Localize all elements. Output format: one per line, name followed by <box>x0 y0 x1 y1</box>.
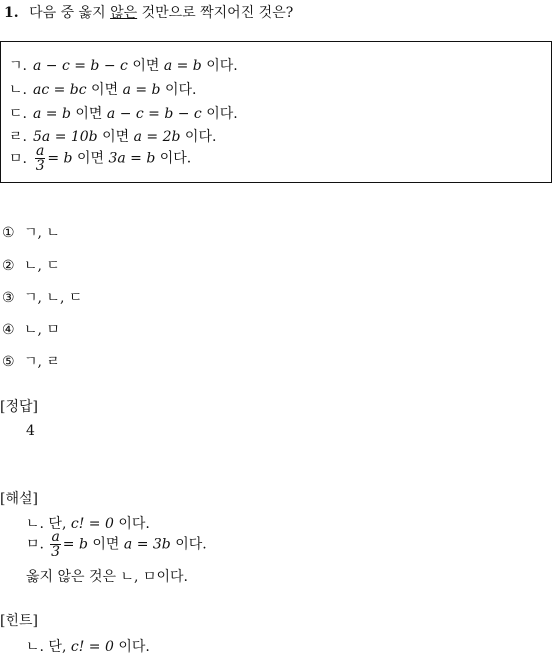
statement-math: = b <box>47 150 73 167</box>
question-number: 1. <box>4 5 19 21</box>
choice-4[interactable] <box>2 319 60 339</box>
statement-1 <box>9 55 238 75</box>
question-line <box>4 2 293 22</box>
hint-heading: [힌트] <box>0 613 38 629</box>
statement-math: 3a = b <box>108 150 156 167</box>
fraction-numerator: a <box>51 529 60 545</box>
hint-text: 단, <box>43 639 71 655</box>
hint-math: c! = 0 <box>70 639 114 655</box>
statement-text: 이다. <box>160 82 197 98</box>
explanation-heading: [해설] <box>0 491 38 507</box>
statement-math: ac = bc <box>32 82 87 98</box>
statement-math: a = b <box>122 82 161 98</box>
choice-text: ㄴ, ㅁ <box>24 322 60 338</box>
statement-text: 이다. <box>180 129 217 145</box>
statement-text: 이면 <box>72 150 109 167</box>
choice-text: ㄴ, ㄷ <box>24 258 60 274</box>
statement-box <box>0 41 552 183</box>
question-text-before: 다음 중 옳지 <box>29 5 111 21</box>
statement-text: 이다. <box>155 150 192 167</box>
statement-label: ㄴ. <box>9 82 27 98</box>
choice-mark: ① <box>2 225 15 241</box>
statement-3 <box>9 103 238 123</box>
fraction-denominator: 3 <box>35 158 45 174</box>
statement-math: a − c = b − c <box>32 58 128 74</box>
fraction <box>50 530 60 559</box>
statement-text: 이면 <box>86 82 123 98</box>
explanation-line-3: 옳지 않은 것은 ㄴ, ㅁ이다. <box>26 569 188 585</box>
statement-math: a = b <box>32 106 71 122</box>
explanation-text: 이다. <box>113 516 150 532</box>
hint-line-1 <box>26 636 150 656</box>
fraction-denominator: 3 <box>51 544 61 560</box>
statement-label: ㄱ. <box>9 58 27 74</box>
explanation-text: 이면 <box>87 536 124 553</box>
statement-label: ㄹ. <box>9 129 27 145</box>
choice-mark: ② <box>2 258 15 274</box>
explanation-label: ㄴ. <box>26 516 44 532</box>
choice-mark: ③ <box>2 290 15 306</box>
choice-5[interactable] <box>2 351 60 371</box>
choice-text: ㄱ, ㄴ, ㄷ <box>24 290 83 306</box>
choice-2[interactable] <box>2 255 60 275</box>
statement-text: 이다. <box>201 58 238 74</box>
choice-1[interactable] <box>2 222 60 242</box>
statement-text: 이면 <box>97 129 134 145</box>
explanation-math: = b <box>62 536 88 553</box>
explanation-label: ㅁ. <box>26 536 44 553</box>
question-underlined-word: 않은 <box>110 5 138 21</box>
explanation-math: a = 3b <box>123 536 171 553</box>
statement-text: 이면 <box>70 106 107 122</box>
explanation-text: 이다. <box>170 536 207 553</box>
explanation-text: 단, <box>43 516 71 532</box>
choice-text: ㄱ, ㄹ <box>24 354 60 370</box>
explanation-line-2 <box>26 530 207 559</box>
statement-math: a = b <box>163 58 202 74</box>
answer-heading: [정답] <box>0 399 38 415</box>
choice-mark: ⑤ <box>2 354 15 370</box>
answer-value: 4 <box>26 423 35 439</box>
fraction-numerator: a <box>35 143 45 159</box>
statement-math: a − c = b − c <box>106 106 202 122</box>
statement-label: ㅁ. <box>9 150 27 167</box>
choice-3[interactable] <box>2 287 82 307</box>
statement-text: 이다. <box>201 106 238 122</box>
question-text-after: 것만으로 짝지어진 것은? <box>137 5 294 21</box>
statement-2 <box>9 79 196 99</box>
statement-math: 5a = 10b <box>32 129 98 145</box>
choice-mark: ④ <box>2 322 15 338</box>
statement-label: ㄷ. <box>9 106 27 122</box>
fraction <box>35 144 45 173</box>
statement-math: a = 2b <box>133 129 181 145</box>
hint-label: ㄴ. <box>26 639 44 655</box>
statement-5 <box>9 144 191 173</box>
hint-text: 이다. <box>113 639 150 655</box>
choice-text: ㄱ, ㄴ <box>24 225 60 241</box>
explanation-math: c! = 0 <box>70 516 114 532</box>
statement-text: 이면 <box>127 58 164 74</box>
